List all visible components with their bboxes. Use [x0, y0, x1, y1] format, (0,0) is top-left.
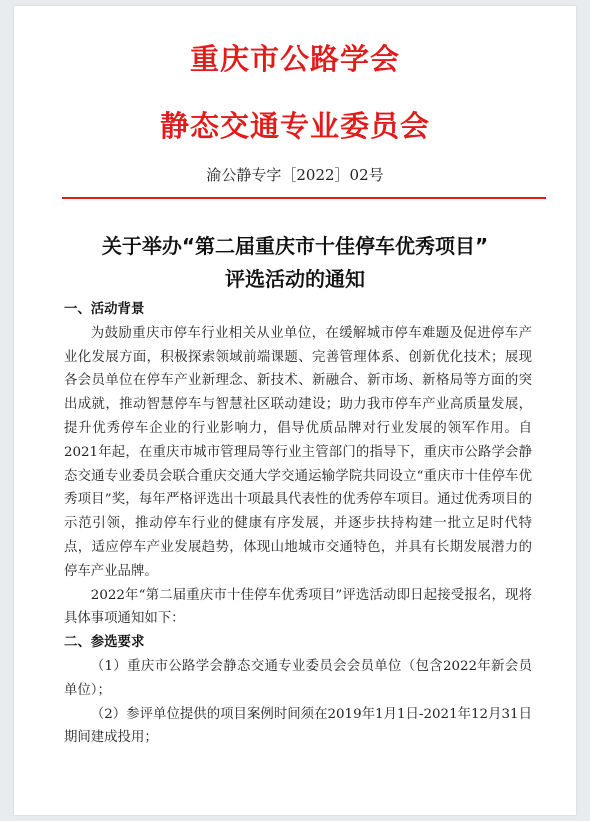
org-name-line-1: 重庆市公路学会 [189, 42, 400, 76]
notice-body [64, 298, 532, 750]
section-heading-requirements: 二、参选要求 [64, 635, 145, 651]
paragraph-registration: 2022年“第二届重庆市十佳停车优秀项目”评选活动即日起接受报名，现将具体事项通知如下： [64, 587, 532, 627]
org-name-line-2: 静态交通专业委员会 [159, 109, 430, 143]
section-heading-background: 一、活动背景 [64, 302, 145, 317]
document-page [14, 6, 576, 815]
red-divider-line [62, 197, 546, 199]
requirement-item-2: （2）参评单位提供的项目案例时间须在2019年1月1日-2021年12月31日期间建成投用； [64, 706, 532, 746]
notice-title-line-2: 评选活动的通知 [225, 267, 365, 291]
notice-title-line-1: 关于举办“第二届重庆市十佳停车优秀项目” [101, 234, 489, 258]
requirement-item-1: （1）重庆市公路学会静态交通专业委员会会员单位（包含2022年新会员单位）； [64, 658, 532, 698]
document-number: 渝公静专字［2022］02号 [206, 166, 384, 184]
paragraph-background: 为鼓励重庆市停车行业相关从业单位，在缓解城市停车难题及促进停车产业化发展方面，积极探索领域前端课题、完善管理体系、创新优化技术；展现各会员单位在停车产业新理念、新技术、新融合、新市场、新格局等方面的突出成就，推动智慧停车与智慧社区联动建设；助力我市停车产业高质量发展，提升优秀停车企业的行业影响力，倡导优质品牌对行业发展的领军作用。自2021年起，在重庆市城市管理局等行业主管部门的指导下，重庆市公路学会静态交通专业委员会联合重庆交通大学交通运输学院共同设立“重庆市十佳停车优秀项目”奖，每年严格评选出十项最具代表性的优秀停车项目。通过优秀项目的示范引领，推动停车行业的健康有序发展，并逐步扶持构建一批立足时代特点，适应停车产业发展趋势，体现山地城市交通特色，并具有长期发展潜力的停车产业品牌。 [64, 325, 532, 579]
